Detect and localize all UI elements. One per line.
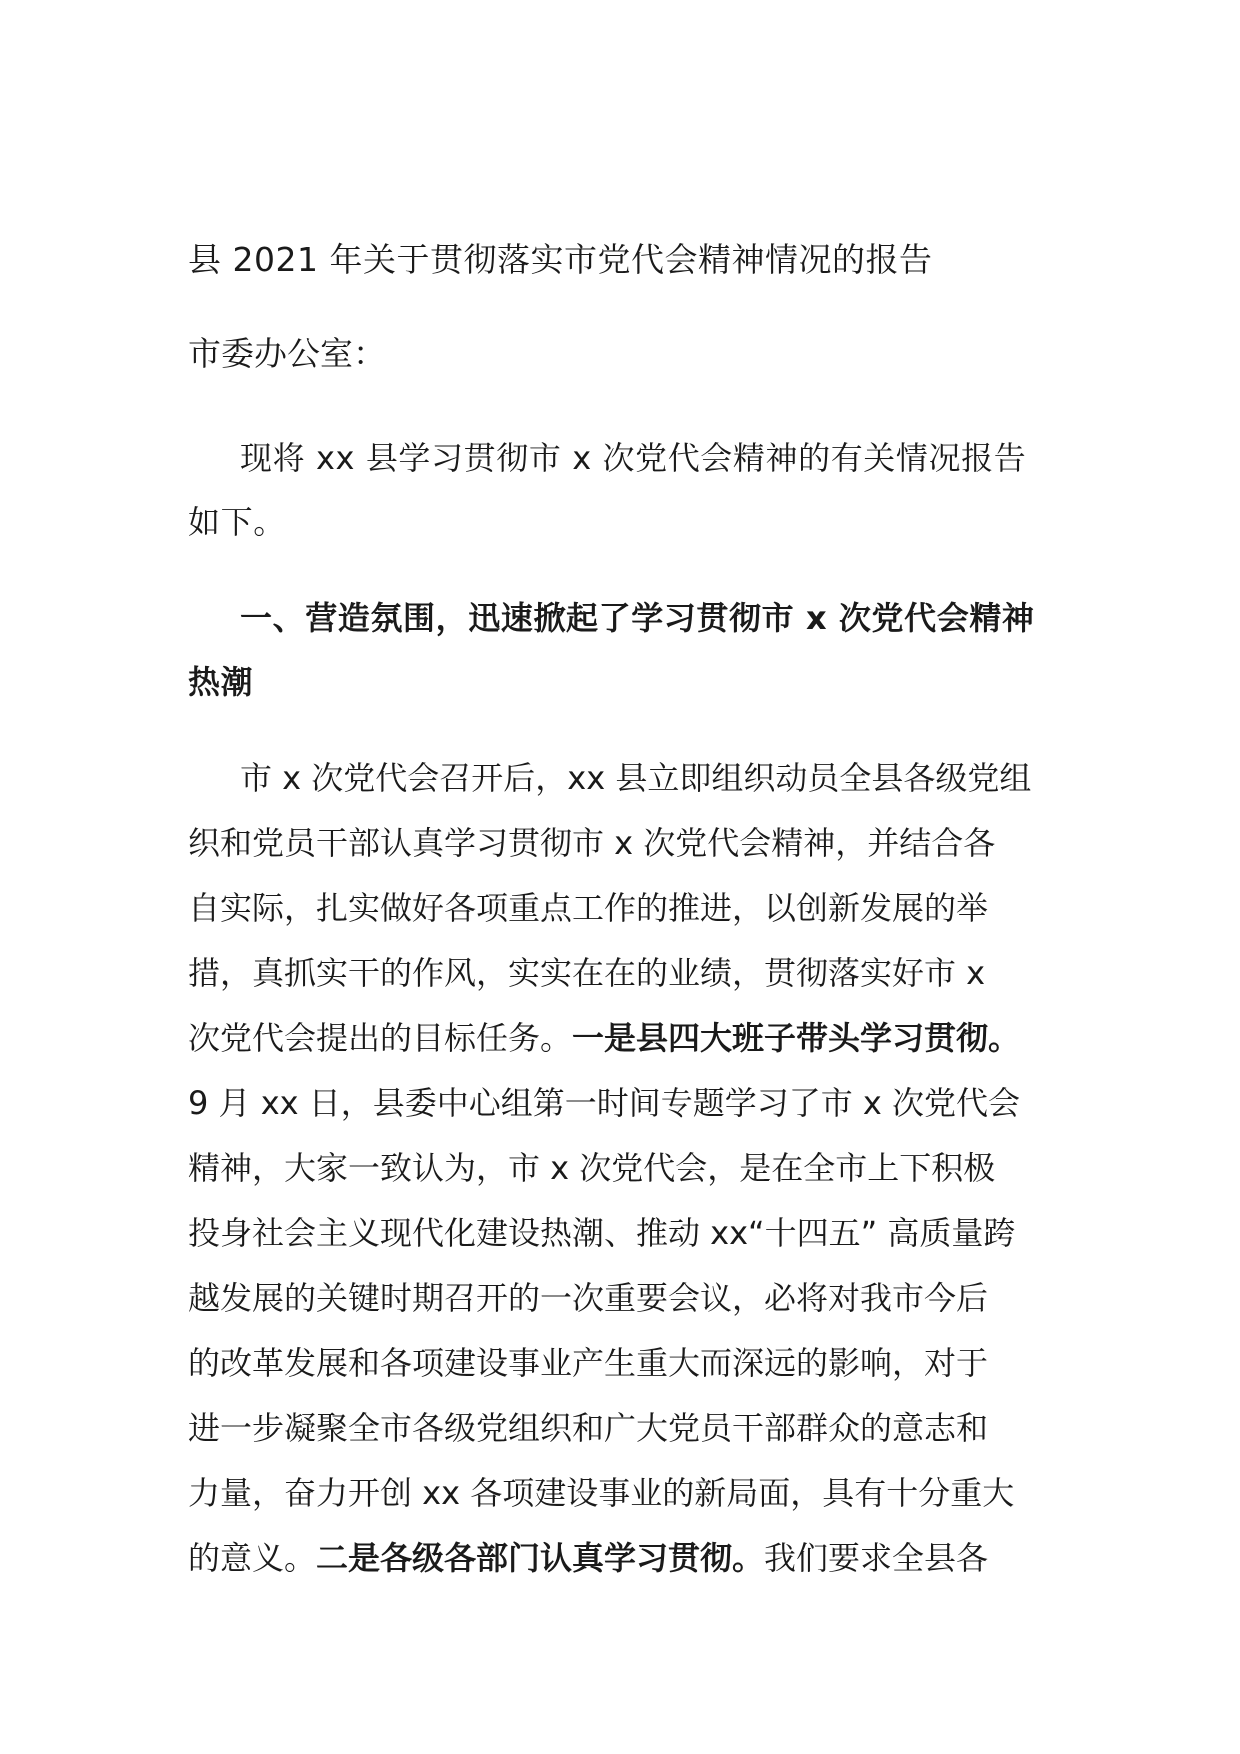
body-paragraph xyxy=(188,746,1068,1591)
bold-point-1: 一是县四大班子带头学习贯彻。 xyxy=(572,1019,1021,1057)
body-line: 越发展的关键时期召开的一次重要会议，必将对我市今后 xyxy=(188,1279,989,1317)
body-text: 次党代会提出的目标任务。 xyxy=(188,1019,573,1057)
body-line: 9 月 xx 日，县委中心组第一时间专题学习了市 x 次党代会 xyxy=(188,1084,1021,1122)
recipient-line: 市委办公室： xyxy=(188,334,386,373)
body-line xyxy=(188,1006,1068,1071)
body-line: 力量，奋力开创 xx 各项建设事业的新局面，具有十分重大 xyxy=(188,1474,1015,1512)
body-line: 精神，大家一致认为，市 x 次党代会，是在全市上下积极 xyxy=(188,1149,996,1187)
intro-paragraph: 现将 xx 县学习贯彻市 x 次党代会精神的有关情况报告如下。 xyxy=(188,439,1027,541)
body-line: 措，真抓实干的作风，实实在在的业绩，贯彻落实好市 x xyxy=(188,954,986,992)
body-line: 市 x 次党代会召开后，xx 县立即组织动员全县各级党组 xyxy=(240,759,1032,797)
body-line xyxy=(188,1526,1068,1591)
body-line: 投身社会主义现代化建设热潮、推动 xx“十四五” 高质量跨 xyxy=(188,1214,1016,1252)
body-text: 的意义。 xyxy=(188,1539,317,1577)
bold-point-2: 二是各级各部门认真学习贯彻。 xyxy=(316,1539,765,1577)
body-line: 进一步凝聚全市各级党组织和广大党员干部群众的意志和 xyxy=(188,1409,989,1447)
body-line: 织和党员干部认真学习贯彻市 x 次党代会精神，并结合各 xyxy=(188,824,996,862)
body-line: 自实际，扎实做好各项重点工作的推进，以创新发展的举 xyxy=(188,889,989,927)
body-line: 的改革发展和各项建设事业产生重大而深远的影响，对于 xyxy=(188,1344,989,1382)
section-heading-1: 一、营造氛围，迅速掀起了学习贯彻市 x 次党代会精神热潮 xyxy=(188,599,1035,701)
document-title: 县 2021 年关于贯彻落实市党代会精神情况的报告 xyxy=(188,240,933,279)
body-text: 我们要求全县各 xyxy=(764,1539,989,1577)
